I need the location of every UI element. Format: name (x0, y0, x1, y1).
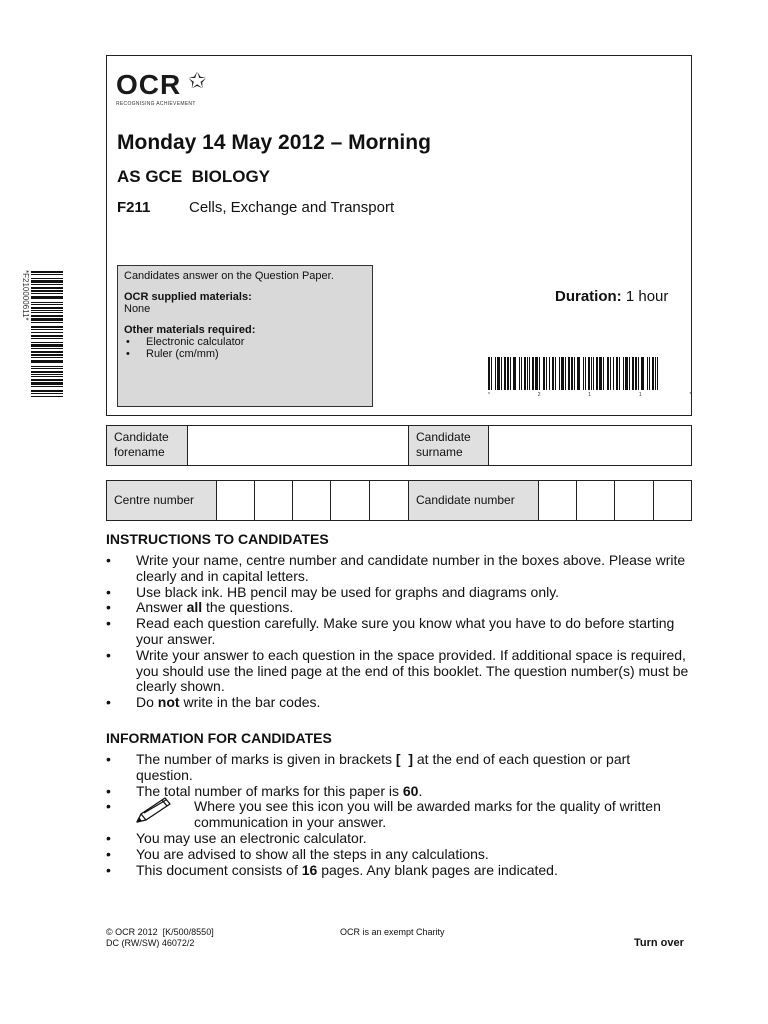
barcode-bar (577, 357, 580, 390)
item-text: at the end of each question or part question. (136, 751, 635, 783)
barcode-bar (521, 357, 522, 390)
barcode-bar (31, 307, 63, 309)
item-text: write in the bar codes. (179, 694, 321, 711)
information-heading: INFORMATION FOR CANDIDATES (106, 730, 332, 746)
barcode-bar (31, 382, 63, 385)
barcode-bar (527, 357, 528, 390)
barcode-right (488, 357, 669, 390)
logo-tagline: RECOGNISING ACHIEVEMENT (116, 101, 196, 107)
barcode-bar (31, 366, 63, 367)
supplied-materials-heading: OCR supplied materials: (124, 291, 252, 303)
barcode-bar (31, 348, 63, 349)
barcode-bar (31, 290, 63, 292)
barcode-bar (31, 310, 63, 311)
barcode-bar (31, 329, 63, 330)
barcode-bar (649, 357, 650, 390)
barcode-bar (555, 357, 556, 390)
barcode-bar (31, 354, 63, 356)
barcode-bar (31, 315, 63, 317)
barcode-bar (31, 338, 63, 339)
list-item (106, 784, 678, 800)
centre-number-label-cell (106, 480, 217, 521)
forename-input-box[interactable] (187, 425, 409, 466)
star-icon: ✩ (188, 68, 207, 93)
centre-number-digit-box[interactable] (330, 480, 370, 521)
barcode-bar (552, 357, 554, 390)
barcode-bar (591, 357, 592, 390)
barcode-bar (31, 322, 63, 323)
barcode-bar (657, 357, 658, 390)
duration-value: 1 hour (625, 288, 669, 305)
barcode-bar (31, 284, 63, 285)
logo-wordmark: OCR (116, 69, 182, 100)
barcode-bar (585, 357, 586, 390)
item-text: The number of marks is given in brackets (136, 751, 396, 767)
barcode-bar (31, 390, 63, 392)
barcode-bar (501, 357, 502, 390)
barcode-bar (629, 357, 630, 390)
barcode-bar (497, 357, 500, 390)
candidate-number-digit-box[interactable] (614, 480, 654, 521)
list-item (106, 695, 696, 711)
barcode-bar (513, 357, 516, 390)
barcode-bar (623, 357, 624, 390)
list-item: • You are advised to show all the steps in any calculations. (106, 847, 678, 863)
pencil-icon (134, 795, 174, 825)
list-item: • Electronic calculator (124, 336, 366, 348)
other-materials-list (124, 336, 366, 360)
item-emphasis: 16 (301, 861, 318, 878)
forename-label-cell (106, 425, 188, 466)
barcode-bar (549, 357, 550, 390)
barcode-bar (31, 318, 63, 321)
item-text: the questions. (202, 599, 294, 616)
barcode-bar (31, 357, 63, 358)
list-item: • You may use an electronic calculator. (106, 831, 678, 847)
barcode-bar (495, 357, 496, 390)
barcode-bar (619, 357, 620, 390)
barcode-bar (507, 357, 509, 390)
barcode-bar (31, 287, 63, 289)
qualification-title: AS GCE BIOLOGY (117, 167, 271, 186)
barcode-bar (504, 357, 506, 390)
candidate-number-digit-box[interactable] (653, 480, 692, 521)
barcode-bar (31, 312, 63, 313)
list-item (106, 863, 678, 879)
duration-label: Duration: (555, 288, 622, 305)
item-emphasis: 60 (402, 782, 419, 799)
centre-number-digit-box[interactable] (216, 480, 255, 521)
barcode-bar (655, 357, 656, 390)
barcode-bar (652, 357, 654, 390)
barcode-left-digits: *F210000611* (21, 270, 30, 321)
item-text: . (418, 782, 423, 799)
turn-over-label: Turn over (634, 937, 684, 949)
barcode-bar (546, 357, 547, 390)
barcode-bar (539, 357, 540, 390)
barcode-bar (31, 326, 63, 328)
barcode-bar (488, 357, 490, 390)
centre-number-digit-box[interactable] (369, 480, 409, 521)
item-emphasis: not (157, 694, 180, 711)
list-item: • Read each question carefully. Make sure you know what you have to do before starting your answer. (106, 616, 696, 648)
barcode-bar (31, 274, 63, 275)
barcode-bar (596, 357, 598, 390)
barcode-bar (31, 335, 63, 337)
barcode-bar (559, 357, 560, 390)
barcode-bar (641, 357, 644, 390)
answer-note: Candidates answer on the Question Paper. (124, 270, 334, 282)
list-item (106, 752, 678, 784)
barcode-bar (635, 357, 637, 390)
list-item (106, 799, 678, 831)
barcode-bar (519, 357, 520, 390)
item-text: Where you see this icon you will be awarded marks for the quality of written communication in your answer. (194, 798, 661, 831)
barcode-left (31, 271, 63, 410)
barcode-bar (510, 357, 511, 390)
centre-number-digit-box[interactable] (292, 480, 331, 521)
barcode-bar (31, 344, 63, 347)
barcode-bar (524, 357, 526, 390)
barcode-bar (625, 357, 628, 390)
item-text: pages. Any blank pages are indicated. (317, 861, 558, 878)
barcode-bar (31, 360, 63, 363)
centre-number-digit-box[interactable] (254, 480, 293, 521)
surname-label-line1: Candidate (416, 430, 471, 444)
candidate-number-label-cell (408, 480, 539, 521)
unit-title: Cells, Exchange and Transport (189, 199, 395, 216)
barcode-right-digits: * 2 1 1 * (488, 392, 707, 398)
supplied-materials-value: None (124, 303, 151, 315)
barcode-bar (532, 357, 534, 390)
surname-label-line2: surname (416, 445, 463, 459)
barcode-bar (638, 357, 639, 390)
barcode-bar (616, 357, 618, 390)
barcode-bar (491, 357, 492, 390)
barcode-bar (31, 271, 63, 273)
barcode-bar (565, 357, 566, 390)
forename-label-line1: Candidate (114, 430, 169, 444)
barcode-bar (31, 386, 63, 387)
barcode-bar (583, 357, 584, 390)
barcode-bar (31, 393, 63, 394)
barcode-bar (632, 357, 634, 390)
barcode-bar (31, 332, 63, 333)
candidate-number-label: Candidate number (416, 493, 515, 507)
barcode-bar (593, 357, 594, 390)
barcode-bar (529, 357, 530, 390)
barcode-bar (610, 357, 611, 390)
barcode-bar (31, 293, 63, 294)
barcode-bar (571, 357, 573, 390)
barcode-bar (31, 296, 63, 299)
list-item: • Use black ink. HB pencil may be used for graphs and diagrams only. (106, 585, 696, 601)
list-item: • Ruler (cm/mm) (124, 348, 366, 360)
barcode-bar (613, 357, 614, 390)
list-item (106, 600, 696, 616)
barcode-bar (31, 368, 63, 369)
other-materials-heading: Other materials required: (124, 324, 256, 336)
duration (555, 288, 668, 305)
barcode-bar (31, 351, 63, 353)
barcode-bar (31, 374, 63, 375)
barcode-bar (31, 371, 63, 373)
barcode-bar (603, 357, 604, 390)
barcode-bar (607, 357, 609, 390)
surname-label-cell (408, 425, 489, 466)
list-item: • Write your answer to each question in the space provided. If additional space is required, you should use the lined page at the end of this booklet. The question number(s) must be clearly shown. (106, 648, 696, 695)
item-emphasis: [ ] (395, 751, 413, 767)
exam-date-session: Monday 14 May 2012 – Morning (117, 131, 431, 154)
footer-charity: OCR is an exempt Charity (340, 927, 445, 937)
barcode-bar (561, 357, 564, 390)
barcode-bar (31, 302, 63, 303)
barcode-bar (574, 357, 575, 390)
instructions-heading: INSTRUCTIONS TO CANDIDATES (106, 531, 329, 547)
list-item: • Write your name, centre number and candidate number in the boxes above. Please write clearly and in capital letters. (106, 553, 696, 585)
footer-copyright: © OCR 2012 [K/500/8550] (106, 927, 214, 937)
item-text: This document consists of (136, 861, 302, 878)
barcode-bar (535, 357, 538, 390)
centre-number-label: Centre number (114, 493, 195, 507)
materials-box (117, 265, 373, 407)
item-emphasis: all (186, 599, 203, 616)
surname-input-box[interactable] (488, 425, 692, 466)
candidate-number-digit-box[interactable] (538, 480, 577, 521)
barcode-bar (647, 357, 648, 390)
footer-left (106, 927, 214, 949)
item-text: The total number of marks for this paper is (136, 782, 403, 799)
information-list (106, 752, 678, 878)
barcode-bar (31, 379, 63, 381)
barcode-bar (31, 278, 63, 279)
unit-code: F211 (117, 199, 151, 216)
item-text: Do (136, 694, 158, 711)
barcode-bar (543, 357, 545, 390)
barcode-bar (568, 357, 570, 390)
barcode-bar (31, 396, 63, 397)
candidate-number-digit-box[interactable] (576, 480, 615, 521)
barcode-bar (31, 304, 63, 305)
barcode-bar (588, 357, 590, 390)
instructions-list (106, 553, 696, 711)
forename-label-line2: forename (114, 445, 165, 459)
footer-code: DC (RW/SW) 46072/2 (106, 938, 195, 948)
barcode-bar (31, 342, 63, 343)
barcode-bar (31, 376, 63, 377)
ocr-logo (116, 68, 207, 107)
barcode-bar (31, 280, 63, 283)
item-text: Answer (136, 599, 187, 616)
barcode-bar (599, 357, 602, 390)
